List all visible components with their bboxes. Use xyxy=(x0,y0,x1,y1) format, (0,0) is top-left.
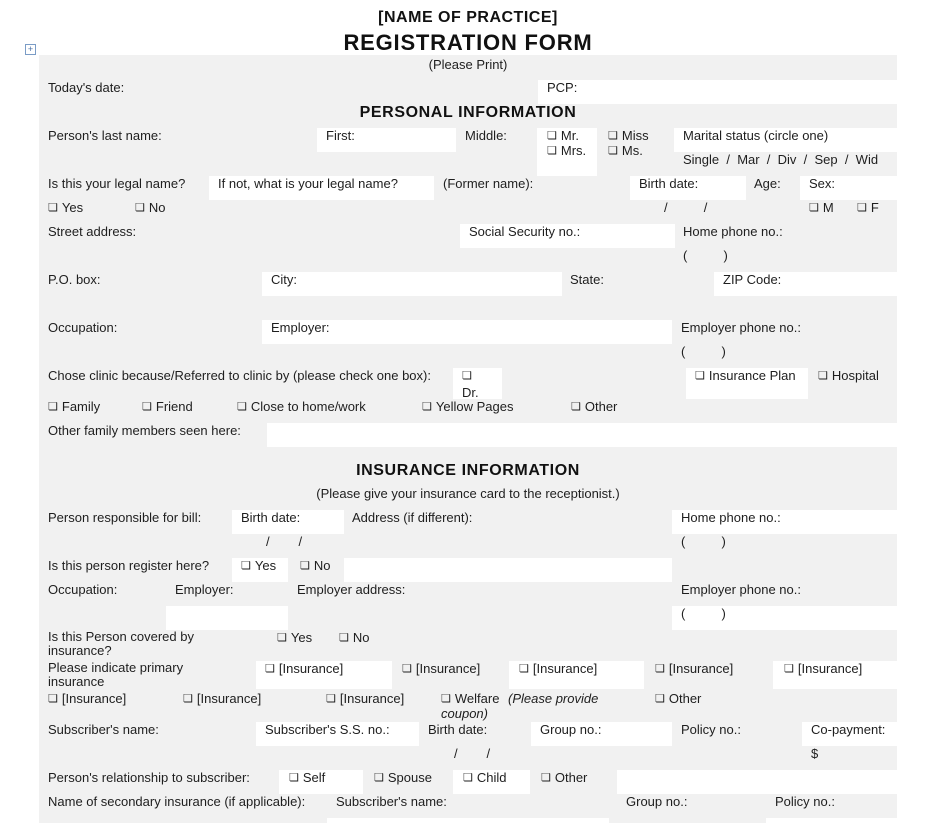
birth-date-label[interactable]: Birth date: xyxy=(639,176,699,191)
title-ms-checkbox[interactable]: ❏ Ms. xyxy=(608,143,643,160)
registered-blank-cell xyxy=(344,558,672,582)
copayment-dollar: $ xyxy=(811,746,819,761)
first-name-label[interactable]: First: xyxy=(326,128,355,143)
relationship-blank-cell xyxy=(617,770,897,794)
relationship-child-checkbox[interactable]: ❏ Child xyxy=(463,770,507,787)
covered-no-checkbox[interactable]: ❏ No xyxy=(339,630,370,647)
referral-hospital-checkbox[interactable]: ❏ Hospital xyxy=(818,368,879,385)
city-label[interactable]: City: xyxy=(271,272,297,287)
title-mr-checkbox[interactable]: ❏ Mr. xyxy=(547,128,579,145)
primary-insurance-7-checkbox[interactable]: ❏ [Insurance] xyxy=(183,691,261,708)
referral-yellow-pages-checkbox[interactable]: ❏ Yellow Pages xyxy=(422,399,513,416)
zip-label[interactable]: ZIP Code: xyxy=(723,272,782,287)
primary-insurance-question: Please indicate primary insurance xyxy=(48,660,184,689)
policy-no-label[interactable]: Policy no.: xyxy=(681,722,741,737)
referral-friend-checkbox[interactable]: ❏ Friend xyxy=(142,399,193,416)
sex-m-checkbox[interactable]: ❏ M xyxy=(809,200,834,217)
referral-question: Chose clinic because/Referred to clinic by (please check one box): xyxy=(48,368,431,383)
last-name-label[interactable]: Person's last name: xyxy=(48,128,162,143)
street-address-label[interactable]: Street address: xyxy=(48,224,137,239)
resp-birth-date-slashes: / / xyxy=(266,534,303,549)
former-name-label[interactable]: (Former name): xyxy=(443,176,534,191)
other-family-cell xyxy=(267,423,897,447)
relationship-self-checkbox[interactable]: ❏ Self xyxy=(289,770,325,787)
primary-insurance-4-checkbox[interactable]: ❏ [Insurance] xyxy=(655,661,733,678)
relationship-other-checkbox[interactable]: ❏ Other xyxy=(541,770,587,787)
legal-name-question: Is this your legal name? xyxy=(48,176,186,191)
relationship-question: Person's relationship to subscriber: xyxy=(48,770,250,785)
home-phone-label[interactable]: Home phone no.: xyxy=(683,224,783,239)
employer-phone-label[interactable]: Employer phone no.: xyxy=(681,320,801,335)
insurance-other-checkbox[interactable]: ❏ Other xyxy=(655,691,701,708)
employer-label[interactable]: Employer: xyxy=(271,320,330,335)
practice-name: [NAME OF PRACTICE] xyxy=(378,9,558,26)
sex-f-checkbox[interactable]: ❏ F xyxy=(857,200,879,217)
primary-insurance-8-checkbox[interactable]: ❏ [Insurance] xyxy=(326,691,404,708)
checkbox-icon xyxy=(462,368,479,385)
home-phone-parens: ( ) xyxy=(683,248,728,263)
primary-insurance-2-checkbox[interactable]: ❏ [Insurance] xyxy=(402,661,480,678)
insurance-info-heading: INSURANCE INFORMATION xyxy=(356,462,580,479)
referral-family-checkbox[interactable]: ❏ Family xyxy=(48,399,100,416)
move-arrows-icon[interactable]: + xyxy=(25,44,36,55)
referral-insurance-plan-checkbox[interactable]: ❏ Insurance Plan xyxy=(695,368,805,385)
welfare-checkbox[interactable]: ❏ Welfare xyxy=(441,691,499,708)
pcp-label[interactable]: PCP: xyxy=(547,80,578,95)
secondary-subscriber-label[interactable]: Subscriber's name: xyxy=(336,794,447,809)
insurance-subtitle: (Please give your insurance card to the receptionist.) xyxy=(316,486,620,501)
secondary-policy-cell xyxy=(766,818,897,823)
secondary-insurance-label[interactable]: Name of secondary insurance (if applicable): xyxy=(48,794,306,809)
po-box-label[interactable]: P.O. box: xyxy=(48,272,101,287)
sex-label: Sex: xyxy=(809,176,836,191)
title-miss-checkbox[interactable]: ❏ Miss xyxy=(608,128,649,145)
todays-date-label[interactable]: Today's date: xyxy=(48,80,125,95)
primary-insurance-3-checkbox[interactable]: ❏ [Insurance] xyxy=(519,661,597,678)
referral-close-checkbox[interactable]: ❏ Close to home/work xyxy=(237,399,366,416)
covered-question: Is this Person covered by insurance? xyxy=(48,629,194,658)
copayment-label[interactable]: Co-payment: xyxy=(811,722,886,737)
legal-name-yes-checkbox[interactable]: ❏ Yes xyxy=(48,200,83,217)
subscriber-name-label[interactable]: Subscriber's name: xyxy=(48,722,159,737)
resp-address-label[interactable]: Address (if different): xyxy=(352,510,473,525)
resp-home-phone-label[interactable]: Home phone no.: xyxy=(681,510,781,525)
ssn-label[interactable]: Social Security no.: xyxy=(469,224,581,239)
primary-insurance-1-checkbox[interactable]: ❏ [Insurance] xyxy=(265,661,343,678)
pcp-cell xyxy=(538,80,897,104)
registered-no-checkbox[interactable]: ❏ No xyxy=(300,558,331,575)
covered-yes-checkbox[interactable]: ❏ Yes xyxy=(277,630,312,647)
middle-name-label[interactable]: Middle: xyxy=(465,128,507,143)
resp-employer-label[interactable]: Employer: xyxy=(175,582,234,597)
welfare-note-text: (Please provide coupon) xyxy=(441,691,599,721)
employer-phone-parens: ( ) xyxy=(681,344,726,359)
birth-date-slashes: / / xyxy=(664,200,708,215)
city-cell xyxy=(262,272,562,296)
resp-employer-address-label[interactable]: Employer address: xyxy=(297,582,406,597)
title-mrs-checkbox[interactable]: ❏ Mrs. xyxy=(547,143,586,160)
employer-cell-2 xyxy=(166,606,288,630)
referral-dr-label: Dr. xyxy=(462,385,479,400)
relationship-spouse-checkbox[interactable]: ❏ Spouse xyxy=(374,770,432,787)
personal-info-heading: PERSONAL INFORMATION xyxy=(359,104,577,121)
age-label[interactable]: Age: xyxy=(754,176,781,191)
form-subtitle: (Please Print) xyxy=(428,57,508,72)
resp-birth-date-label[interactable]: Birth date: xyxy=(241,510,301,525)
primary-insurance-5-checkbox[interactable]: ❏ [Insurance] xyxy=(784,661,862,678)
responsible-label[interactable]: Person responsible for bill: xyxy=(48,510,202,525)
other-family-label[interactable]: Other family members seen here: xyxy=(48,423,241,438)
referral-other-checkbox[interactable]: ❏ Other xyxy=(571,399,617,416)
legal-name-no-checkbox[interactable]: ❏ No xyxy=(135,200,166,217)
marital-status-label: Marital status (circle one) xyxy=(683,128,829,143)
welfare-note xyxy=(441,691,641,721)
secondary-subscriber-cell xyxy=(327,818,609,823)
form-title: REGISTRATION FORM xyxy=(343,30,593,55)
group-no-label[interactable]: Group no.: xyxy=(540,722,602,737)
registered-question: Is this person register here? xyxy=(48,558,210,573)
referral-dr-checkbox[interactable] xyxy=(462,368,479,400)
resp-employer-phone-parens: ( ) xyxy=(681,606,726,621)
resp-home-phone-parens: ( ) xyxy=(681,534,726,549)
marital-status-options[interactable]: Single / Mar / Div / Sep / Wid xyxy=(683,152,879,167)
resp-occupation-label[interactable]: Occupation: xyxy=(48,582,118,597)
secondary-group-label[interactable]: Group no.: xyxy=(626,794,688,809)
subscriber-birth-slashes: / / xyxy=(454,746,491,761)
primary-insurance-6-checkbox[interactable]: ❏ [Insurance] xyxy=(48,691,126,708)
legal-name-if-not-label[interactable]: If not, what is your legal name? xyxy=(218,176,398,191)
occupation-label[interactable]: Occupation: xyxy=(48,320,118,335)
registered-yes-checkbox[interactable]: ❏ Yes xyxy=(241,558,276,575)
resp-employer-phone-label[interactable]: Employer phone no.: xyxy=(681,582,801,597)
state-label[interactable]: State: xyxy=(570,272,604,287)
subscriber-birth-date-label[interactable]: Birth date: xyxy=(428,722,488,737)
secondary-policy-label[interactable]: Policy no.: xyxy=(775,794,835,809)
subscriber-ssn-label[interactable]: Subscriber's S.S. no.: xyxy=(265,722,390,737)
